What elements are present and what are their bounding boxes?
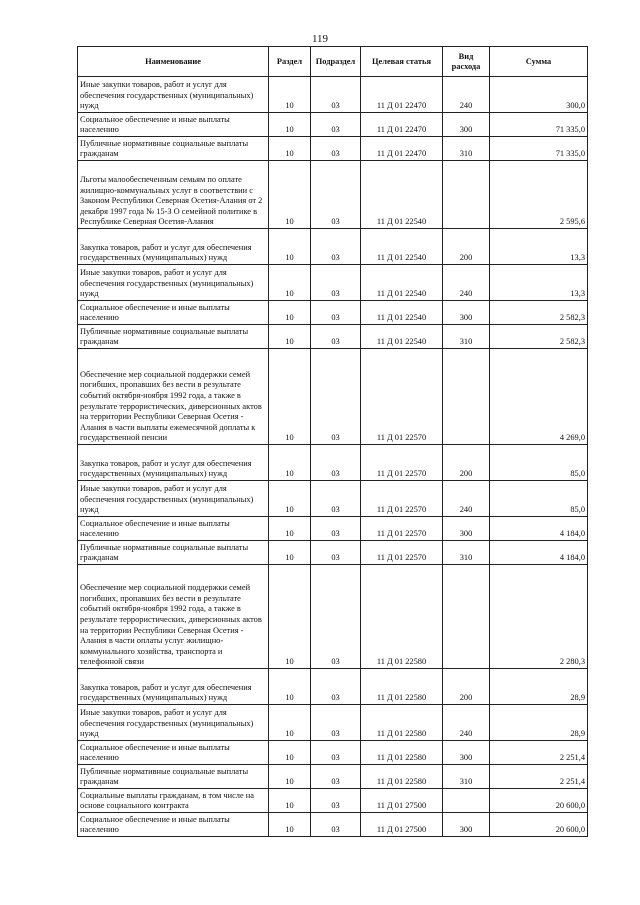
table-row xyxy=(78,705,588,741)
row-subsection: 03 xyxy=(311,669,361,705)
row-target: 11 Д 01 22580 xyxy=(361,741,443,765)
row-amount: 85,0 xyxy=(490,481,588,517)
table-row xyxy=(78,517,588,541)
table-row xyxy=(78,137,588,161)
table-row xyxy=(78,481,588,517)
row-subsection: 03 xyxy=(311,161,361,229)
row-expense-type: 300 xyxy=(443,741,490,765)
row-expense-type: 310 xyxy=(443,541,490,565)
row-expense-type: 310 xyxy=(443,325,490,349)
row-name: Иные закупки товаров, работ и услуг для обеспечения государственных (муниципальных) нужд xyxy=(78,705,269,741)
row-name: Публичные нормативные социальные выплаты гражданам xyxy=(78,137,269,161)
row-expense-type: 310 xyxy=(443,765,490,789)
row-name: Публичные нормативные социальные выплаты гражданам xyxy=(78,541,269,565)
row-expense-type: 240 xyxy=(443,265,490,301)
row-target: 11 Д 01 22540 xyxy=(361,325,443,349)
row-target: 11 Д 01 22570 xyxy=(361,481,443,517)
row-subsection: 03 xyxy=(311,765,361,789)
row-subsection: 03 xyxy=(311,481,361,517)
row-amount: 2 582,3 xyxy=(490,301,588,325)
row-name: Иные закупки товаров, работ и услуг для обеспечения государственных (муниципальных) нужд xyxy=(78,77,269,113)
table-row xyxy=(78,741,588,765)
row-expense-type xyxy=(443,161,490,229)
row-subsection: 03 xyxy=(311,349,361,445)
row-name: Льготы малообеспеченным семьям по оплате жилищно-коммунальных услуг в соответствии с Законом Республики Северная Осетия-Алания от 2 декабря 1997 года № 15-З О семейной политике в Республике Северная Осетия-Алания xyxy=(78,161,269,229)
row-name: Закупка товаров, работ и услуг для обеспечения государственных (муниципальных) нужд xyxy=(78,669,269,705)
row-section: 10 xyxy=(269,813,311,837)
row-target: 11 Д 01 22470 xyxy=(361,113,443,137)
row-section: 10 xyxy=(269,565,311,669)
row-amount: 300,0 xyxy=(490,77,588,113)
row-target: 11 Д 01 22540 xyxy=(361,229,443,265)
table-row xyxy=(78,813,588,837)
row-name: Иные закупки товаров, работ и услуг для обеспечения государственных (муниципальных) нужд xyxy=(78,481,269,517)
row-name: Социальное обеспечение и иные выплаты населению xyxy=(78,813,269,837)
row-name: Социальное обеспечение и иные выплаты населению xyxy=(78,517,269,541)
row-name: Обеспечение мер социальной поддержки семей погибших, пропавших без вести в результате событий октября-ноября 1992 года, а также в результате террористических, диверсионных актов на территории Республики Северная Осетия - Алания в части выплаты ежемесячной доплаты к государственной пенсии xyxy=(78,349,269,445)
row-amount: 2 595,6 xyxy=(490,161,588,229)
table-row xyxy=(78,229,588,265)
header-amount: Сумма xyxy=(490,47,588,77)
row-target: 11 Д 01 22540 xyxy=(361,265,443,301)
row-amount: 2 582,3 xyxy=(490,325,588,349)
header-expense-type: Вид расхода xyxy=(443,47,490,77)
row-target: 11 Д 01 22580 xyxy=(361,765,443,789)
table-row xyxy=(78,541,588,565)
row-target: 11 Д 01 22580 xyxy=(361,705,443,741)
header-section: Раздел xyxy=(269,47,311,77)
table-row xyxy=(78,265,588,301)
row-amount: 4 184,0 xyxy=(490,541,588,565)
row-amount: 71 335,0 xyxy=(490,113,588,137)
table-row xyxy=(78,349,588,445)
table-row xyxy=(78,325,588,349)
header-subsection: Подраздел xyxy=(311,47,361,77)
row-amount: 4 184,0 xyxy=(490,517,588,541)
row-subsection: 03 xyxy=(311,137,361,161)
row-section: 10 xyxy=(269,137,311,161)
table-row xyxy=(78,161,588,229)
row-subsection: 03 xyxy=(311,789,361,813)
row-subsection: 03 xyxy=(311,541,361,565)
row-subsection: 03 xyxy=(311,705,361,741)
row-name: Публичные нормативные социальные выплаты гражданам xyxy=(78,765,269,789)
row-target: 11 Д 01 22570 xyxy=(361,445,443,481)
row-section: 10 xyxy=(269,229,311,265)
row-amount: 20 600,0 xyxy=(490,813,588,837)
row-section: 10 xyxy=(269,349,311,445)
table-row xyxy=(78,669,588,705)
page-number: 119 xyxy=(311,33,329,45)
row-subsection: 03 xyxy=(311,325,361,349)
row-amount: 71 335,0 xyxy=(490,137,588,161)
table-row xyxy=(78,445,588,481)
row-target: 11 Д 01 22470 xyxy=(361,137,443,161)
row-amount: 2 251,4 xyxy=(490,741,588,765)
header-row xyxy=(78,47,588,77)
row-target: 11 Д 01 27500 xyxy=(361,789,443,813)
row-name: Социальное обеспечение и иные выплаты населению xyxy=(78,113,269,137)
row-section: 10 xyxy=(269,301,311,325)
row-target: 11 Д 01 22570 xyxy=(361,541,443,565)
row-name: Обеспечение мер социальной поддержки семей погибших, пропавших без вести в результате событий октября-ноября 1992 года, а также в результате террористических, диверсионных актов на территории Республики Северная Осетия - Алания в части оплаты услуг жилищно-коммунального хозяйства, транспорта и телефонной связи xyxy=(78,565,269,669)
row-expense-type: 300 xyxy=(443,301,490,325)
row-section: 10 xyxy=(269,541,311,565)
row-section: 10 xyxy=(269,481,311,517)
row-amount: 28,9 xyxy=(490,669,588,705)
row-target: 11 Д 01 22540 xyxy=(361,301,443,325)
row-section: 10 xyxy=(269,445,311,481)
row-section: 10 xyxy=(269,517,311,541)
row-target: 11 Д 01 22570 xyxy=(361,349,443,445)
row-amount: 20 600,0 xyxy=(490,789,588,813)
row-expense-type: 200 xyxy=(443,445,490,481)
row-expense-type: 240 xyxy=(443,77,490,113)
row-expense-type: 240 xyxy=(443,481,490,517)
row-subsection: 03 xyxy=(311,301,361,325)
row-section: 10 xyxy=(269,161,311,229)
header-target: Целевая статья xyxy=(361,47,443,77)
row-expense-type xyxy=(443,349,490,445)
row-target: 11 Д 01 22580 xyxy=(361,669,443,705)
row-target: 11 Д 01 22580 xyxy=(361,565,443,669)
row-target: 11 Д 01 22540 xyxy=(361,161,443,229)
row-expense-type: 200 xyxy=(443,229,490,265)
row-name: Социальное обеспечение и иные выплаты населению xyxy=(78,301,269,325)
row-amount: 4 269,0 xyxy=(490,349,588,445)
table-row xyxy=(78,565,588,669)
row-target: 11 Д 01 27500 xyxy=(361,813,443,837)
row-section: 10 xyxy=(269,669,311,705)
row-subsection: 03 xyxy=(311,113,361,137)
row-expense-type: 300 xyxy=(443,113,490,137)
row-section: 10 xyxy=(269,741,311,765)
row-expense-type: 200 xyxy=(443,669,490,705)
row-expense-type: 240 xyxy=(443,705,490,741)
table-row xyxy=(78,765,588,789)
row-name: Закупка товаров, работ и услуг для обеспечения государственных (муниципальных) нужд xyxy=(78,229,269,265)
row-target: 11 Д 01 22570 xyxy=(361,517,443,541)
budget-table xyxy=(77,46,588,837)
row-subsection: 03 xyxy=(311,741,361,765)
row-amount: 13,3 xyxy=(490,265,588,301)
row-name: Иные закупки товаров, работ и услуг для обеспечения государственных (муниципальных) нужд xyxy=(78,265,269,301)
row-section: 10 xyxy=(269,265,311,301)
row-expense-type: 300 xyxy=(443,517,490,541)
row-expense-type xyxy=(443,789,490,813)
table-row xyxy=(78,301,588,325)
row-name: Закупка товаров, работ и услуг для обеспечения государственных (муниципальных) нужд xyxy=(78,445,269,481)
row-section: 10 xyxy=(269,77,311,113)
row-section: 10 xyxy=(269,705,311,741)
row-subsection: 03 xyxy=(311,517,361,541)
row-subsection: 03 xyxy=(311,77,361,113)
row-amount: 2 251,4 xyxy=(490,765,588,789)
row-expense-type: 310 xyxy=(443,137,490,161)
row-expense-type: 300 xyxy=(443,813,490,837)
table-row xyxy=(78,113,588,137)
row-name: Социальное обеспечение и иные выплаты населению xyxy=(78,741,269,765)
row-amount: 85,0 xyxy=(490,445,588,481)
row-section: 10 xyxy=(269,789,311,813)
row-amount: 28,9 xyxy=(490,705,588,741)
row-subsection: 03 xyxy=(311,229,361,265)
row-target: 11 Д 01 22470 xyxy=(361,77,443,113)
row-name: Социальные выплаты гражданам, в том числе на основе социального контракта xyxy=(78,789,269,813)
row-subsection: 03 xyxy=(311,265,361,301)
row-section: 10 xyxy=(269,325,311,349)
row-subsection: 03 xyxy=(311,813,361,837)
row-section: 10 xyxy=(269,113,311,137)
table-row xyxy=(78,77,588,113)
row-subsection: 03 xyxy=(311,445,361,481)
row-subsection: 03 xyxy=(311,565,361,669)
header-name: Наименование xyxy=(78,47,269,77)
row-section: 10 xyxy=(269,765,311,789)
row-expense-type xyxy=(443,565,490,669)
table-row xyxy=(78,789,588,813)
row-name: Публичные нормативные социальные выплаты гражданам xyxy=(78,325,269,349)
row-amount: 13,3 xyxy=(490,229,588,265)
row-amount: 2 280,3 xyxy=(490,565,588,669)
